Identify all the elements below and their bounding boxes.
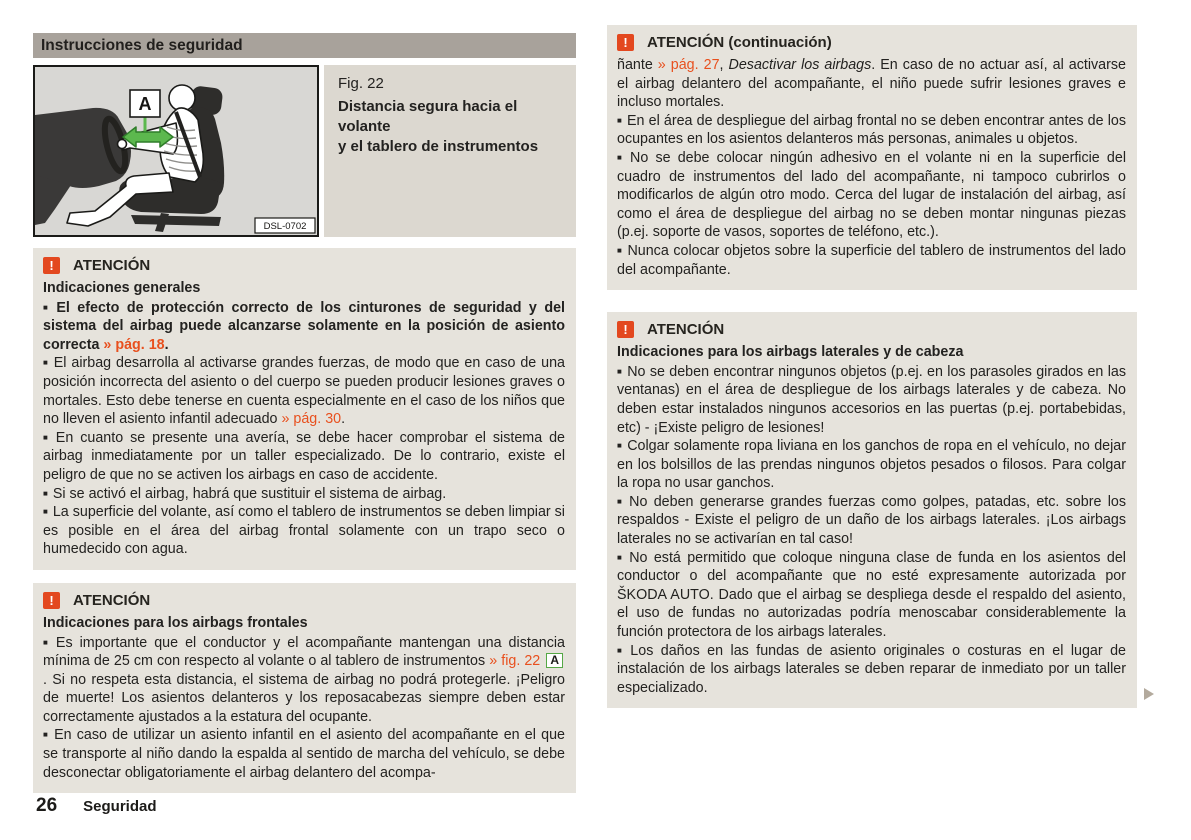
warning-item <box>43 726 565 782</box>
text-segment: Nunca colocar objetos sobre la superficie del tablero de instrumentos del lado del acompañante. <box>617 242 1126 278</box>
bullet-icon: ■ <box>617 152 626 162</box>
seat-distance-illustration <box>33 65 319 237</box>
warning-box-title: ATENCIÓN <box>73 257 151 274</box>
warning-icon: ! <box>617 321 634 338</box>
text-segment: , <box>719 57 729 73</box>
bullet-icon: ■ <box>617 645 626 655</box>
text-segment: En caso de utilizar un asiento infantil en el asiento del acompañante en el que se transporte al niño dando la espalda al sentido de marcha del vehículo, se debe desconectar obligatoriamente el airbag delantero del acompa- <box>43 727 565 781</box>
warning-icon: ! <box>43 257 60 274</box>
text-segment: No deben generarse grandes fuerzas como golpes, patadas, etc. sobre los respaldos - Existe el peligro de un daño de los airbags laterales. ¡Los airbags laterales no se activarían en tal caso! <box>617 493 1126 548</box>
text-segment: Desactivar los airbags <box>728 57 872 73</box>
section-header <box>33 33 576 58</box>
page-number: 26 <box>36 795 58 816</box>
text-segment: . Si no respeta esta distancia, el sistema de airbag no podrá protegerle. ¡Peligro de muerte! Los asientos delanteros y los reposacabezas siempre deben estar correctamente ajustados a la estatura del ocupante. <box>43 671 565 725</box>
figure-number: Fig. 22 <box>338 75 384 92</box>
warning-item <box>617 149 1126 242</box>
warning-box-subtitle: Indicaciones para los airbags laterales y de cabeza <box>617 344 964 361</box>
text-segment: Es importante que el conductor y el acompañante mantengan una distancia mínima de 25 cm con respecto al volante o al tablero de instrumentos <box>43 634 565 670</box>
text-segment: El efecto de protección correcto de los cinturones de seguridad y del sistema del airbag puede alcanzarse solamente en la posición de asiento correcta <box>43 299 565 353</box>
page-footer <box>36 795 157 817</box>
figure-block <box>33 65 576 237</box>
text-segment: El airbag desarrolla al activarse grandes fuerzas, de modo que en caso de una posición incorrecta del asiento o del cuerpo se pueden producir lesiones graves o mortales. Esto debe tenerse en cuenta especialmente en el caso de los niños que no lleven el asiento infantil adecuado <box>43 355 565 428</box>
figure-caption-line1: Distancia segura hacia el volante <box>338 98 518 135</box>
bullet-icon: ■ <box>617 441 623 451</box>
warning-item <box>43 503 565 559</box>
warning-item <box>617 242 1126 279</box>
cross-reference-link[interactable]: » pág. 27 <box>657 57 720 73</box>
warning-item <box>43 634 565 727</box>
footer-section-label: Seguridad <box>83 798 157 815</box>
text-segment: . <box>341 411 346 428</box>
text-segment: . En caso de no actuar así, al activarse el airbag delantero del acompañante, el niño puede sufrir lesiones graves e incluso mortales. <box>617 57 1126 111</box>
warning-item <box>617 56 1126 112</box>
warning-icon: ! <box>617 34 634 51</box>
text-segment: Si se activó el airbag, habrá que sustituir el sistema de airbag. <box>52 485 447 502</box>
warning-box-title: ATENCIÓN <box>647 321 725 339</box>
warning-item <box>617 549 1126 642</box>
bullet-icon: ■ <box>617 366 623 376</box>
warning-box-atencion-continuacion <box>607 25 1137 290</box>
right-column <box>607 25 1137 708</box>
warning-item <box>617 642 1126 698</box>
warning-box-indicaciones-generales <box>33 248 576 570</box>
warning-box-header <box>43 592 565 609</box>
warning-icon: ! <box>43 592 60 609</box>
bullet-icon: ■ <box>617 496 625 506</box>
bullet-icon: ■ <box>617 115 622 125</box>
text-segment <box>540 653 544 669</box>
continuation-marker-icon <box>1144 688 1154 700</box>
warning-box-subtitle: Indicaciones para los airbags frontales <box>43 614 308 631</box>
warning-item <box>43 429 565 485</box>
text-segment: ñante <box>617 57 658 73</box>
warning-box-header <box>43 257 565 274</box>
warning-item <box>617 363 1126 437</box>
warning-box-title: ATENCIÓN (continuación) <box>647 34 832 51</box>
bullet-icon: ■ <box>43 730 50 740</box>
cross-reference-link[interactable]: » pág. 18 <box>103 336 165 353</box>
warning-box-header <box>617 34 1126 51</box>
warning-box-airbags-laterales <box>607 312 1137 708</box>
text-segment: Los daños en las fundas de asiento originales o costuras en el lugar de instalación de los airbags laterales se deben reparar de inmediato por un taller especializado. <box>617 642 1126 696</box>
bullet-icon: ■ <box>617 245 623 255</box>
bullet-icon: ■ <box>43 358 49 368</box>
figure-code-label <box>255 218 315 233</box>
warning-box-airbags-frontales <box>33 583 576 793</box>
bullet-icon: ■ <box>43 302 52 312</box>
text-segment: En el área de despliegue del airbag frontal no se deben encontrar antes de los ocupantes en los asientos delanteros más personas, animales u objetos. <box>617 112 1126 148</box>
bullet-icon: ■ <box>43 507 48 517</box>
warning-box-body <box>617 363 1126 698</box>
warning-item <box>43 485 565 504</box>
warning-box-subtitle: Indicaciones generales <box>43 280 201 296</box>
text-segment: No se debe colocar ningún adhesivo en el volante ni en la superficie del cuadro de instrumentos del lado del acompañante, ni tampoco cubrirlos o modificarlos de algún otro modo. Cerca del lugar de instalación del airbag, así como el área de despliegue del airbag no se deben montar ningunas piezas (p.ej. soporte de vasos, soportes de teléfono, etc.). <box>617 149 1126 241</box>
text-segment: Colgar solamente ropa liviana en los ganchos de ropa en el vehículo, no dejar en los bolsillos de las prendas ningunos objetos pesados o filosos. Para colgar la ropa no usar ganchos. <box>617 438 1126 492</box>
warning-box-title: ATENCIÓN <box>73 591 151 609</box>
warning-box-body <box>43 634 565 783</box>
distance-marker-a <box>130 90 160 117</box>
figure-caption <box>324 65 576 237</box>
bullet-icon: ■ <box>43 488 48 498</box>
figure-caption-line2: y el tablero de instrumentos <box>338 138 539 155</box>
warning-item <box>43 354 565 428</box>
figure-code-text: DSL-0702 <box>263 221 307 232</box>
text-segment: . <box>164 336 169 353</box>
figure-image <box>33 65 319 237</box>
warning-box-body <box>43 299 565 559</box>
warning-box-body <box>617 56 1126 279</box>
warning-item <box>617 437 1126 493</box>
cross-reference-link[interactable]: » pág. 30 <box>281 411 342 428</box>
warning-item <box>43 299 565 355</box>
bullet-icon: ■ <box>43 432 51 442</box>
bullet-icon: ■ <box>43 637 51 647</box>
text-segment: No está permitido que coloque ninguna clase de funda en los asientos del conductor o del acompañante que no esté expresamente autorizada por ŠKODA AUTO. Dado que el airbag se despliega desde el respaldo del asiento, el uso de fundas no autorizadas podría menoscabar considerablemente la función protectora de los airbags laterales. <box>617 549 1126 641</box>
text-segment: En cuanto se presente una avería, se debe hacer comprobar el sistema de airbag inmediatamente por un taller especializado. De lo contrario, existe el peligro de que no se activen los airbags en caso de accidente. <box>43 429 565 483</box>
cross-reference-link[interactable]: » fig. 22 <box>489 653 541 670</box>
warning-item <box>617 112 1126 149</box>
figure-marker-ref[interactable]: A <box>546 653 563 668</box>
warning-box-header <box>617 321 1126 338</box>
text-segment: La superficie del volante, así como el tablero de instrumentos se deben limpiar si es posible en el área del airbag frontal solamente con un trapo seco o humedecido con agua. <box>43 504 565 558</box>
warning-item <box>617 493 1126 549</box>
marker-a-label: A <box>138 94 152 114</box>
text-segment: No se deben encontrar ningunos objetos (p.ej. en los parasoles girados en las ventanas) en el área de despliegue de los airbags laterales y de cabeza. No deben estar instalados ningunos accesorios en las puertas (p.ej. portabebidas, etc) - ¡Existe peligro de lesiones! <box>617 363 1126 436</box>
section-title: Instrucciones de seguridad <box>41 37 243 54</box>
left-column <box>33 33 576 793</box>
bullet-icon: ■ <box>617 552 625 562</box>
